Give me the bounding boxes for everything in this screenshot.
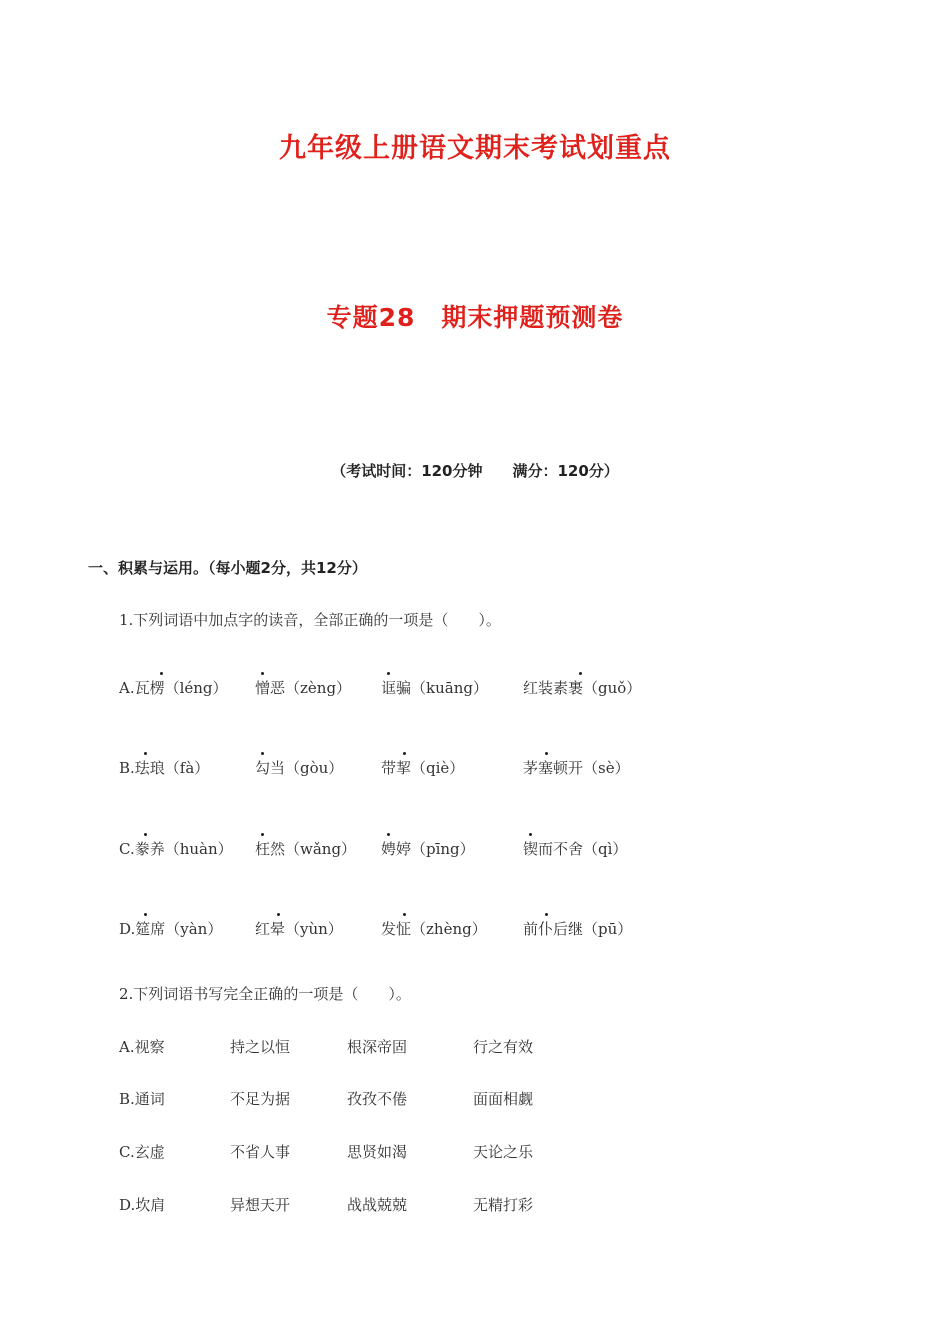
option-word: A.瓦楞（léng） (119, 679, 228, 697)
option-word: 勾当（gòu） (255, 759, 344, 777)
option-word: 枉然（wǎng） (255, 840, 357, 858)
emphasis-dot (144, 913, 147, 916)
option-word: A.视察 (119, 1038, 165, 1056)
emphasis-dot (579, 672, 582, 675)
option-word: 战战兢兢 (347, 1196, 408, 1214)
emphasis-dot (261, 672, 264, 675)
section-heading: 一、积累与运用。（每小题2分，共12分） (88, 559, 367, 577)
option-word: 根深帝固 (347, 1038, 408, 1056)
emphasis-dot (403, 913, 406, 916)
option-word: 天论之乐 (473, 1143, 534, 1161)
option-word: 思贤如渴 (347, 1143, 408, 1161)
emphasis-dot (545, 913, 548, 916)
option-word: 不足为据 (230, 1090, 291, 1108)
subtitle: 专题28 期末押题预测卷 (326, 303, 624, 332)
option-word: 持之以恒 (230, 1038, 291, 1056)
exam-info: （考试时间：120分钟 满分：120分） (331, 462, 619, 480)
option-word: 憎恶（zèng） (255, 679, 352, 697)
option-word: 面面相觑 (473, 1090, 534, 1108)
option-word: 发怔（zhèng） (381, 920, 487, 938)
emphasis-dot (545, 752, 548, 755)
option-word: 异想天开 (230, 1196, 291, 1214)
main-title: 九年级上册语文期末考试划重点 (279, 133, 671, 164)
emphasis-dot (160, 672, 163, 675)
option-word: C.豢养（huàn） (119, 840, 233, 858)
option-word: 无精打彩 (473, 1196, 534, 1214)
option-word: B.通词 (119, 1090, 165, 1108)
emphasis-dot (261, 752, 264, 755)
emphasis-dot (144, 752, 147, 755)
option-word: 娉婷（pīng） (381, 840, 475, 858)
emphasis-dot (529, 833, 532, 836)
emphasis-dot (144, 833, 147, 836)
emphasis-dot (277, 913, 280, 916)
option-word: 不省人事 (230, 1143, 291, 1161)
emphasis-dot (261, 833, 264, 836)
option-word: D.筵席（yàn） (119, 920, 223, 938)
emphasis-dot (403, 752, 406, 755)
option-word: D.坎肩 (119, 1196, 166, 1214)
option-word: C.玄虚 (119, 1143, 165, 1161)
option-word: 红晕（yùn） (255, 920, 343, 938)
option-word: 带挈（qiè） (381, 759, 465, 777)
option-word: B.珐琅（fà） (119, 759, 210, 777)
option-word: 诓骗（kuāng） (381, 679, 488, 697)
option-word: 红装素裹（guǒ） (523, 679, 642, 697)
option-word: 孜孜不倦 (347, 1090, 408, 1108)
question-2-stem: 2.下列词语书写完全正确的一项是（ ）。 (119, 985, 411, 1003)
question-1-stem: 1.下列词语中加点字的读音，全部正确的一项是（ ）。 (119, 611, 501, 629)
option-word: 行之有效 (473, 1038, 534, 1056)
option-word: 前仆后继（pū） (523, 920, 633, 938)
emphasis-dot (387, 672, 390, 675)
emphasis-dot (387, 833, 390, 836)
option-word: 锲而不舍（qì） (523, 840, 628, 858)
option-word: 茅塞顿开（sè） (523, 759, 630, 777)
